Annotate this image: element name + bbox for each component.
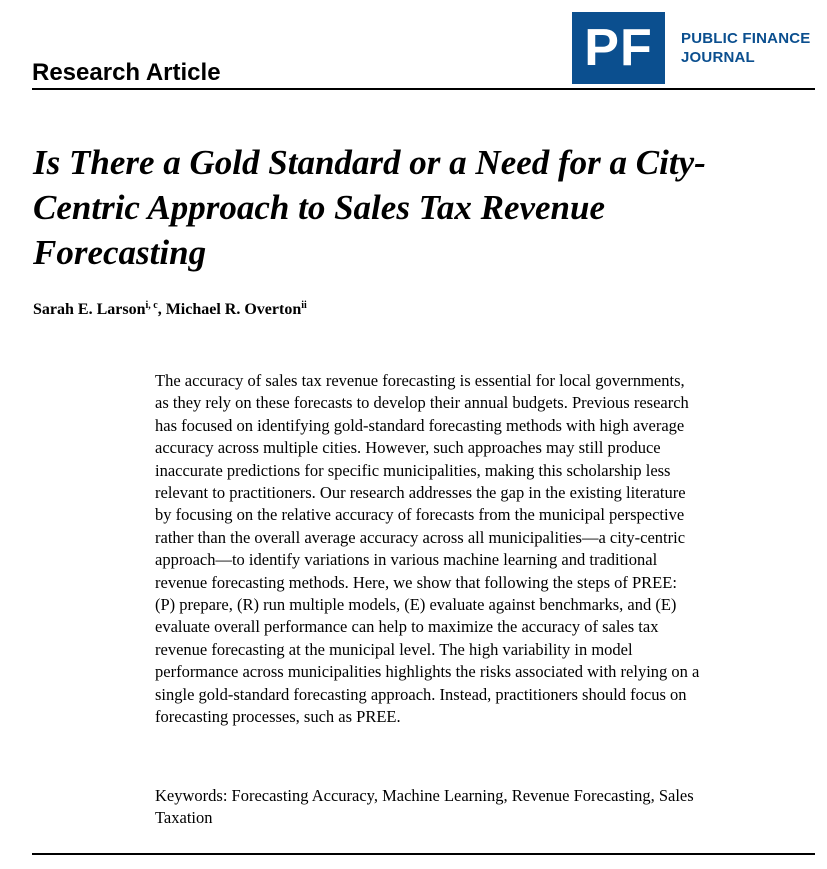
title-line: Is There a Gold Standard or a Need for a City-: [33, 143, 706, 182]
footer-rule: [32, 853, 815, 855]
abstract-line: single gold-standard forecasting approach. Instead, practitioners should focus on: [155, 684, 687, 704]
journal-logo: [572, 12, 812, 84]
abstract-line: performance across municipalities highlights the risks associated with relying on a: [155, 662, 700, 682]
keywords: [155, 785, 815, 830]
abstract: [155, 370, 827, 729]
abstract-line: revenue forecasting methods. Here, we show that following the steps of PREE:: [155, 572, 677, 592]
keywords-line: Keywords: Forecasting Accuracy, Machine Learning, Revenue Forecasting, Sales: [155, 786, 694, 805]
author-affiliation: i, c: [145, 300, 158, 311]
abstract-line: The accuracy of sales tax revenue forecasting is essential for local governments,: [155, 371, 685, 390]
article-title: [33, 140, 823, 275]
author-separator: ,: [157, 301, 166, 318]
journal-logo-mark: PF: [572, 12, 665, 84]
header-rule: [32, 88, 815, 90]
journal-name-line: PUBLIC FINANCE: [681, 30, 811, 47]
abstract-line: revenue forecasting at the municipal level. The high variability in model: [155, 639, 633, 659]
author-name: Michael R. Overton: [165, 301, 302, 318]
abstract-line: as they rely on these forecasts to develop their annual budgets. Previous research: [155, 393, 689, 413]
abstract-line: (P) prepare, (R) run multiple models, (E) evaluate against benchmarks, and (E): [155, 595, 677, 615]
author-affiliation: ii: [301, 300, 307, 311]
title-line: Forecasting: [33, 233, 207, 272]
section-label: Research Article: [32, 59, 221, 86]
title-line: Centric Approach to Sales Tax Revenue: [33, 188, 606, 227]
abstract-line: approach—to identify variations in various machine learning and traditional: [155, 550, 658, 570]
abstract-line: has focused on identifying gold-standard forecasting methods with high average: [155, 415, 685, 435]
author-list: [33, 300, 307, 320]
abstract-line: inaccurate predictions for specific municipalities, making this scholarship less: [155, 460, 671, 480]
abstract-line: by focusing on the relative accuracy of forecasts from the municipal perspective: [155, 505, 685, 525]
keywords-line: Taxation: [155, 808, 213, 828]
abstract-line: accuracy across multiple cities. However, such approaches may still produce: [155, 438, 661, 458]
abstract-line: evaluate overall performance can help to maximize the accuracy of sales tax: [155, 617, 659, 637]
abstract-line: rather than the overall average accuracy across all municipalities—a city-centric: [155, 527, 686, 547]
abstract-line: forecasting processes, such as PREE.: [155, 707, 401, 727]
abstract-line: relevant to practitioners. Our research addresses the gap in the existing literature: [155, 483, 686, 503]
journal-name: [681, 29, 810, 67]
journal-name-line: JOURNAL: [681, 49, 755, 66]
author-name: Sarah E. Larson: [33, 301, 146, 318]
